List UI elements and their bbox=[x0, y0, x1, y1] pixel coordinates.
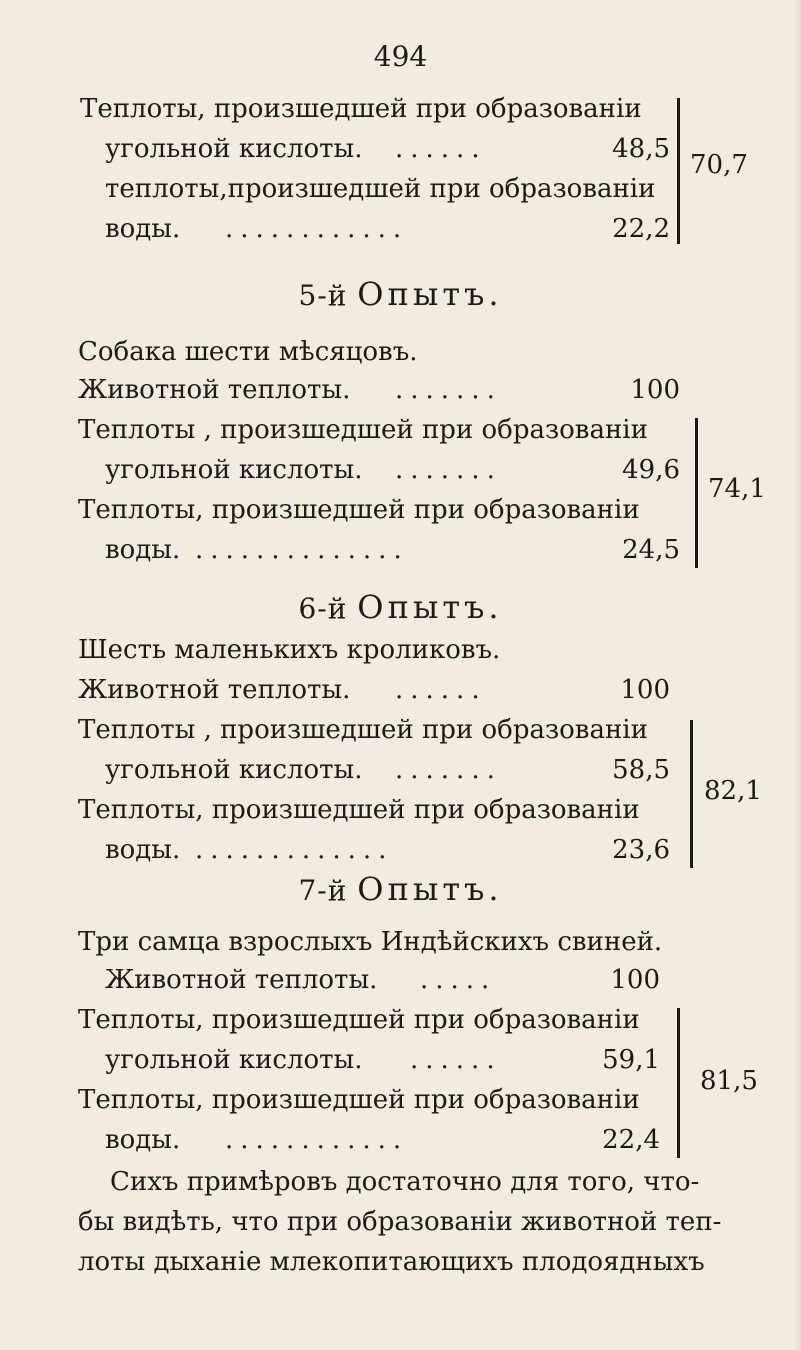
page-edge-shadow bbox=[793, 0, 801, 1350]
experiment-word: Опытъ. bbox=[357, 275, 503, 313]
block4-line3: теплоты,произшедшей при образованіи bbox=[105, 174, 656, 204]
block4-line2: угольной кислоты. bbox=[105, 134, 363, 164]
leader-dots: ....... bbox=[395, 455, 502, 485]
exp6-line4: воды. bbox=[105, 835, 181, 865]
block4-line4: воды. bbox=[105, 214, 181, 244]
experiment-word: Опытъ. bbox=[357, 870, 503, 908]
exp5-value-co2: 49,6 bbox=[622, 455, 680, 485]
block4-line1: Теплоты, произшедшей при образованіи bbox=[80, 94, 642, 124]
brace bbox=[690, 720, 693, 868]
exp7-subject: Три самца взрослыхъ Индѣйскихъ свиней. bbox=[78, 927, 663, 957]
block4-value-co2: 48,5 bbox=[612, 134, 670, 164]
experiment-number: 5-й bbox=[298, 279, 348, 312]
exp5-line4: воды. bbox=[105, 535, 181, 565]
experiment-number: 7-й bbox=[298, 874, 348, 907]
leader-dots: ............ bbox=[225, 214, 409, 244]
exp7-animal-heat-value: 100 bbox=[610, 965, 660, 995]
exp5-line2: угольной кислоты. bbox=[105, 455, 363, 485]
exp7-value-co2: 59,1 bbox=[602, 1045, 660, 1075]
exp6-animal-heat-value: 100 bbox=[620, 675, 670, 705]
exp5-value-water: 24,5 bbox=[622, 535, 680, 565]
exp6-value-co2: 58,5 bbox=[612, 755, 670, 785]
exp7-line2: угольной кислоты. bbox=[105, 1045, 363, 1075]
exp5-subject: Собака шести мѣсяцовъ. bbox=[78, 337, 418, 367]
exp6-line2: угольной кислоты. bbox=[105, 755, 363, 785]
exp7-line4: воды. bbox=[105, 1125, 181, 1155]
leader-dots: ....... bbox=[395, 375, 502, 405]
page-number: 494 bbox=[373, 40, 428, 73]
brace bbox=[695, 418, 698, 568]
exp6-value-water: 23,6 bbox=[612, 835, 670, 865]
exp5-line3: Теплоты, произшедшей при образованіи bbox=[78, 495, 640, 525]
exp6-subject: Шесть маленькихъ кроликовъ. bbox=[78, 635, 501, 665]
exp5-animal-heat-label: Животной теплоты. bbox=[78, 375, 351, 405]
exp5-animal-heat-value: 100 bbox=[630, 375, 680, 405]
exp5-line1: Теплоты , произшедшей при образованіи bbox=[78, 415, 648, 445]
leader-dots: ...... bbox=[395, 134, 487, 164]
experiment-7-heading bbox=[0, 870, 801, 908]
experiment-6-heading bbox=[0, 588, 801, 626]
exp7-line3: Теплоты, произшедшей при образованіи bbox=[78, 1085, 640, 1115]
exp6-animal-heat-label: Животной теплоты. bbox=[78, 675, 351, 705]
leader-dots: ...... bbox=[410, 1045, 502, 1075]
leader-dots: .............. bbox=[195, 535, 409, 565]
exp7-animal-heat-label: Животной теплоты. bbox=[105, 965, 378, 995]
block4-value-water: 22,2 bbox=[612, 214, 670, 244]
experiment-word: Опытъ. bbox=[357, 588, 503, 626]
leader-dots: ....... bbox=[395, 755, 502, 785]
leader-dots: ..... bbox=[420, 965, 497, 995]
exp6-total: 82,1 bbox=[704, 776, 762, 806]
block4-total: 70,7 bbox=[690, 150, 748, 180]
experiment-number: 6-й bbox=[298, 592, 348, 625]
experiment-5-heading bbox=[0, 275, 801, 313]
conclusion-line3: лоты дыханіе млекопитающихъ плодоядныхъ bbox=[78, 1247, 705, 1277]
exp5-total: 74,1 bbox=[708, 474, 766, 504]
exp7-value-water: 22,4 bbox=[602, 1125, 660, 1155]
exp6-line1: Теплоты , произшедшей при образованіи bbox=[78, 715, 648, 745]
exp7-line1: Теплоты, произшедшей при образованіи bbox=[78, 1005, 640, 1035]
exp7-total: 81,5 bbox=[700, 1066, 758, 1096]
conclusion-line1: Сихъ примѣровъ достаточно для того, что- bbox=[110, 1167, 700, 1197]
brace bbox=[677, 98, 680, 244]
leader-dots: ...... bbox=[395, 675, 487, 705]
brace bbox=[677, 1008, 680, 1158]
leader-dots: ............. bbox=[195, 835, 394, 865]
leader-dots: ............ bbox=[225, 1125, 409, 1155]
conclusion-line2: бы видѣть, что при образованіи животной теп- bbox=[78, 1207, 722, 1237]
exp6-line3: Теплоты, произшедшей при образованіи bbox=[78, 795, 640, 825]
